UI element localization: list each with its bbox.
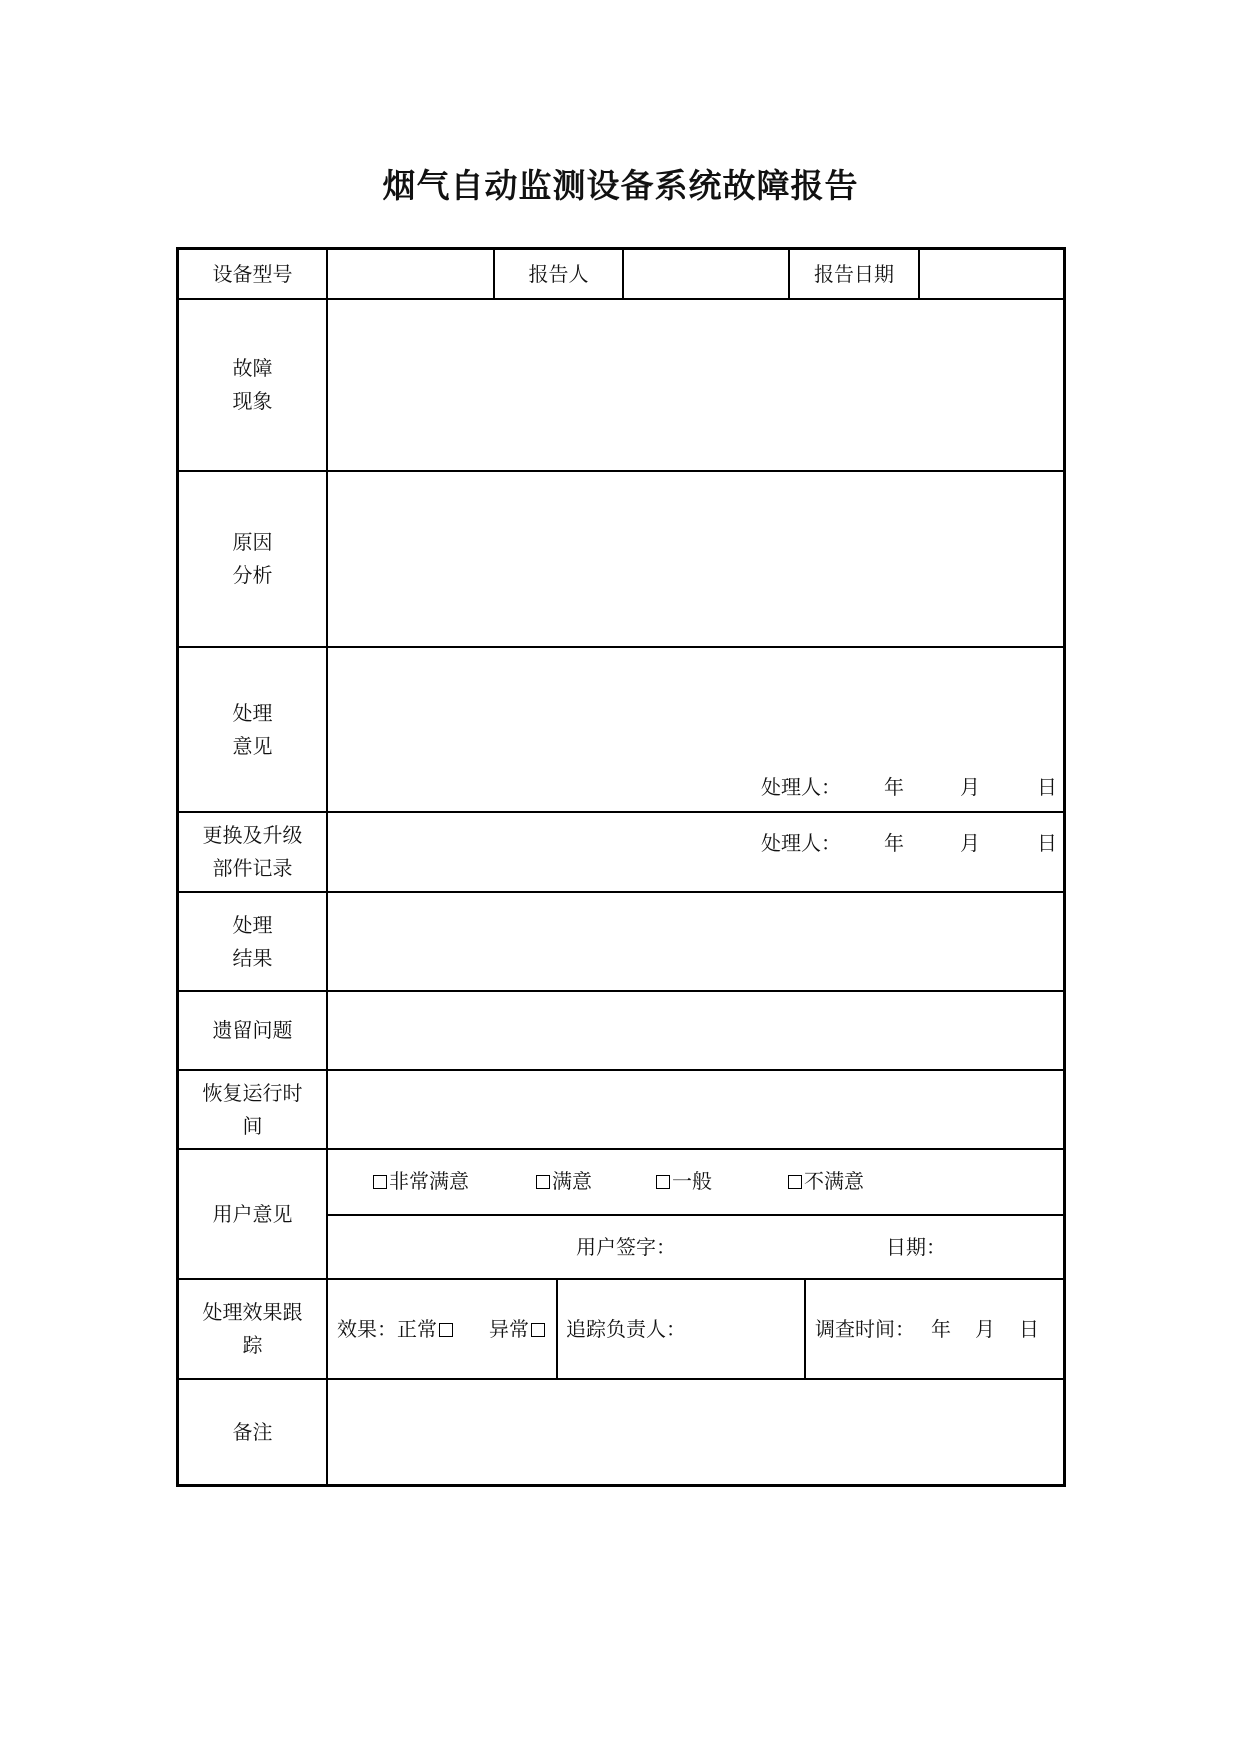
option-unsatisfied[interactable] — [788, 1169, 864, 1193]
checkbox[interactable] — [373, 1175, 387, 1189]
parts-year-label: 年 — [884, 831, 904, 855]
abnormal-label: 异常 — [489, 1317, 529, 1341]
model-field[interactable] — [328, 250, 493, 298]
opinion-day-label: 日 — [1037, 775, 1057, 799]
effect-field — [337, 1317, 453, 1341]
cause-label-line1: 原因 — [232, 530, 273, 554]
result-label — [179, 893, 326, 990]
opinion-label-line2: 意见 — [232, 733, 273, 758]
parts-label — [179, 813, 326, 891]
checkbox[interactable] — [536, 1175, 550, 1189]
document-title: 烟气自动监测设备系统故障报告 — [382, 166, 859, 205]
tracking-label — [179, 1280, 326, 1378]
parts-handler-label: 处理人： — [761, 831, 841, 855]
normal-label: 正常 — [397, 1317, 437, 1341]
tracking-label-line2: 踪 — [242, 1333, 263, 1357]
cause-label-line2: 分析 — [232, 563, 273, 587]
cause-field[interactable] — [328, 472, 1063, 646]
survey-day-label: 日 — [1019, 1317, 1039, 1341]
reporter-label: 报告人 — [528, 261, 589, 286]
resume-field[interactable] — [328, 1071, 1063, 1148]
remarks-field[interactable] — [328, 1380, 1063, 1484]
opinion-handler-label: 处理人： — [761, 775, 841, 799]
user-sign-date-label: 日期： — [886, 1235, 946, 1259]
effect-label: 效果： — [337, 1317, 397, 1341]
option-satisfied[interactable] — [536, 1169, 592, 1193]
option-very-satisfied[interactable] — [373, 1169, 469, 1193]
result-field[interactable] — [328, 893, 1063, 990]
parts-field[interactable] — [328, 813, 1063, 891]
user-signature-label: 用户签字： — [576, 1235, 676, 1259]
tracking-owner-label: 追踪负责人： — [566, 1317, 686, 1341]
opinion-field[interactable] — [328, 648, 1063, 811]
checkbox[interactable] — [656, 1175, 670, 1189]
option-label: 非常满意 — [389, 1169, 469, 1193]
parts-label-line2: 部件记录 — [212, 856, 293, 880]
survey-month-label: 月 — [975, 1317, 995, 1341]
column-divider — [804, 1279, 806, 1379]
opinion-label-line1: 处理 — [232, 700, 273, 725]
result-label-line2: 结果 — [232, 945, 273, 970]
resume-label-line2: 间 — [242, 1113, 263, 1138]
abnormal-field — [489, 1317, 545, 1341]
checkbox[interactable] — [788, 1175, 802, 1189]
reporter-field[interactable] — [624, 250, 788, 298]
fault-field[interactable] — [328, 300, 1063, 470]
tracking-label-line1: 处理效果跟 — [202, 1300, 303, 1324]
survey-time-label: 调查时间： — [815, 1317, 915, 1341]
option-neutral[interactable] — [656, 1169, 712, 1193]
row-divider — [327, 1214, 1063, 1216]
option-label: 满意 — [552, 1169, 592, 1193]
fault-report-form — [176, 247, 1066, 1487]
column-divider — [556, 1279, 558, 1379]
normal-checkbox[interactable] — [439, 1323, 453, 1337]
cause-label — [179, 472, 326, 646]
opinion-label — [179, 648, 326, 811]
opinion-month-label: 月 — [960, 775, 980, 799]
parts-day-label: 日 — [1037, 831, 1057, 855]
option-label: 不满意 — [804, 1169, 864, 1193]
parts-month-label: 月 — [960, 831, 980, 855]
opinion-year-label: 年 — [884, 775, 904, 799]
result-label-line1: 处理 — [232, 912, 273, 937]
resume-label-line1: 恢复运行时 — [202, 1080, 303, 1105]
option-label: 一般 — [672, 1169, 712, 1193]
resume-label — [179, 1071, 326, 1148]
remaining-label: 遗留问题 — [212, 1018, 293, 1042]
fault-label-line1: 故障 — [232, 356, 273, 380]
fault-label-line2: 现象 — [232, 389, 273, 413]
abnormal-checkbox[interactable] — [531, 1323, 545, 1337]
remaining-field[interactable] — [328, 992, 1063, 1069]
survey-year-label: 年 — [931, 1317, 951, 1341]
remarks-label: 备注 — [232, 1419, 273, 1444]
parts-label-line1: 更换及升级 — [202, 823, 303, 847]
feedback-label: 用户意见 — [212, 1201, 293, 1226]
fault-label — [179, 300, 326, 470]
report-date-label: 报告日期 — [814, 261, 894, 286]
model-label: 设备型号 — [212, 261, 293, 286]
report-date-field[interactable] — [920, 250, 1063, 298]
